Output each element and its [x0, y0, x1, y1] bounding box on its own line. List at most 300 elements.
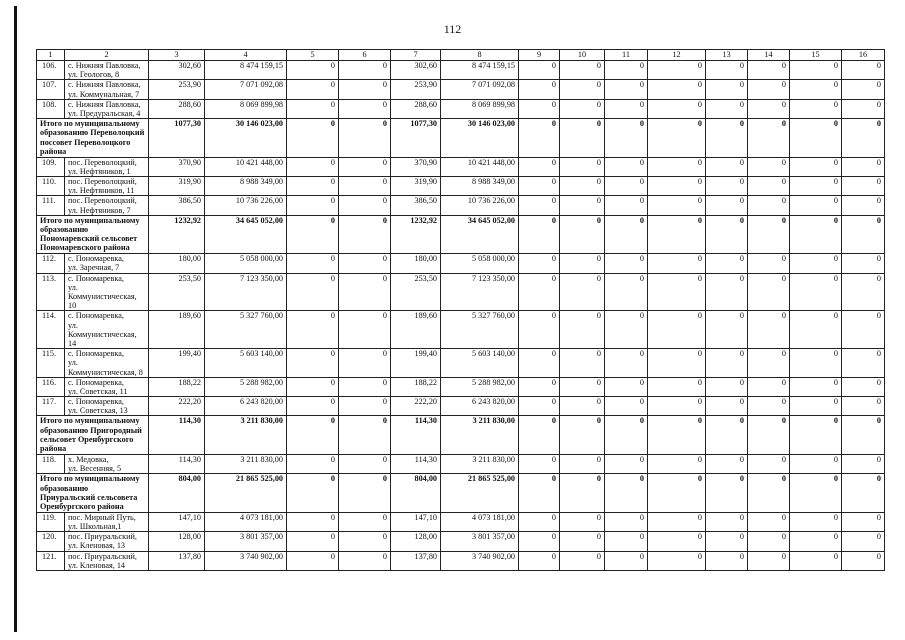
- value-cell: 0: [605, 215, 648, 254]
- row-number: 113.: [37, 273, 65, 311]
- value-cell: 188,22: [149, 377, 205, 396]
- row-number: 114.: [37, 311, 65, 349]
- column-header: 4: [205, 50, 287, 61]
- value-cell: 0: [287, 157, 339, 176]
- column-header: 10: [560, 50, 605, 61]
- value-cell: 0: [706, 474, 748, 513]
- value-cell: 0: [842, 532, 885, 551]
- value-cell: 8 474 159,15: [441, 61, 519, 80]
- value-cell: 302,60: [391, 61, 441, 80]
- value-cell: 0: [648, 157, 706, 176]
- value-cell: 0: [339, 215, 391, 254]
- value-cell: 0: [648, 215, 706, 254]
- value-cell: 10 421 448,00: [205, 157, 287, 176]
- value-cell: 0: [706, 397, 748, 416]
- value-cell: 370,90: [391, 157, 441, 176]
- table-row: [37, 551, 885, 570]
- value-cell: 0: [648, 377, 706, 396]
- value-cell: 0: [560, 119, 605, 158]
- value-cell: 0: [790, 377, 842, 396]
- value-cell: 0: [339, 273, 391, 311]
- row-number: 118.: [37, 454, 65, 473]
- value-cell: 0: [560, 254, 605, 273]
- value-cell: 0: [560, 551, 605, 570]
- value-cell: 0: [287, 551, 339, 570]
- value-cell: 0: [842, 377, 885, 396]
- value-cell: 0: [560, 397, 605, 416]
- value-cell: 180,00: [149, 254, 205, 273]
- value-cell: 0: [560, 177, 605, 196]
- value-cell: 0: [560, 61, 605, 80]
- value-cell: 0: [842, 454, 885, 473]
- value-cell: 7 071 092,08: [205, 80, 287, 99]
- value-cell: 0: [605, 99, 648, 118]
- value-cell: 0: [287, 273, 339, 311]
- value-cell: 0: [790, 215, 842, 254]
- value-cell: 0: [605, 119, 648, 158]
- value-cell: 0: [339, 254, 391, 273]
- value-cell: 0: [339, 512, 391, 531]
- value-cell: 1077,30: [391, 119, 441, 158]
- value-cell: 0: [790, 196, 842, 215]
- value-cell: 0: [519, 119, 560, 158]
- value-cell: 0: [748, 377, 790, 396]
- value-cell: 0: [842, 512, 885, 531]
- value-cell: 0: [748, 397, 790, 416]
- value-cell: 0: [287, 416, 339, 455]
- value-cell: 0: [706, 254, 748, 273]
- value-cell: 0: [287, 377, 339, 396]
- value-cell: 0: [287, 196, 339, 215]
- value-cell: 0: [605, 377, 648, 396]
- column-header: 7: [391, 50, 441, 61]
- value-cell: 0: [287, 80, 339, 99]
- value-cell: 147,10: [391, 512, 441, 531]
- column-header: 9: [519, 50, 560, 61]
- value-cell: 0: [790, 119, 842, 158]
- value-cell: 0: [287, 349, 339, 378]
- column-header: 12: [648, 50, 706, 61]
- value-cell: 7 123 350,00: [441, 273, 519, 311]
- value-cell: 0: [706, 311, 748, 349]
- value-cell: 5 603 140,00: [205, 349, 287, 378]
- value-cell: 0: [339, 311, 391, 349]
- address-cell: пос. Переволоцкий, ул. Нефтяников, 7: [65, 196, 149, 215]
- value-cell: 0: [842, 177, 885, 196]
- value-cell: 0: [706, 215, 748, 254]
- value-cell: 804,00: [391, 474, 441, 513]
- value-cell: 0: [648, 551, 706, 570]
- column-header: 6: [339, 50, 391, 61]
- table-row: [37, 454, 885, 473]
- value-cell: 8 474 159,15: [205, 61, 287, 80]
- value-cell: 0: [842, 99, 885, 118]
- table-row: [37, 80, 885, 99]
- value-cell: 0: [605, 349, 648, 378]
- value-cell: 0: [748, 215, 790, 254]
- value-cell: 0: [842, 551, 885, 570]
- address-cell: х. Медовка, ул. Весенняя, 5: [65, 454, 149, 473]
- value-cell: 0: [560, 454, 605, 473]
- column-header: 5: [287, 50, 339, 61]
- value-cell: 0: [842, 474, 885, 513]
- value-cell: 0: [648, 311, 706, 349]
- value-cell: 253,50: [149, 273, 205, 311]
- value-cell: 0: [790, 99, 842, 118]
- value-cell: 0: [790, 61, 842, 80]
- value-cell: 0: [339, 61, 391, 80]
- value-cell: 1077,30: [149, 119, 205, 158]
- value-cell: 0: [287, 99, 339, 118]
- value-cell: 0: [790, 512, 842, 531]
- value-cell: 0: [842, 119, 885, 158]
- value-cell: 5 058 000,00: [441, 254, 519, 273]
- total-label: Итого по муниципальному образованию Пригородный сельсовет Оренбургского района: [37, 416, 149, 455]
- value-cell: 0: [842, 80, 885, 99]
- value-cell: 0: [605, 532, 648, 551]
- value-cell: 0: [519, 349, 560, 378]
- value-cell: 0: [339, 177, 391, 196]
- value-cell: 0: [560, 196, 605, 215]
- value-cell: 199,40: [391, 349, 441, 378]
- value-cell: 4 073 181,00: [441, 512, 519, 531]
- table-row: [37, 377, 885, 396]
- address-cell: пос. Приуральский, ул. Кленовая, 14: [65, 551, 149, 570]
- value-cell: 0: [287, 177, 339, 196]
- value-cell: 0: [748, 416, 790, 455]
- value-cell: 370,90: [149, 157, 205, 176]
- table-row: [37, 177, 885, 196]
- value-cell: 288,60: [391, 99, 441, 118]
- total-row: [37, 474, 885, 513]
- value-cell: 0: [842, 349, 885, 378]
- value-cell: 8 069 899,98: [441, 99, 519, 118]
- column-header: 3: [149, 50, 205, 61]
- value-cell: 5 288 982,00: [205, 377, 287, 396]
- value-cell: 0: [287, 61, 339, 80]
- value-cell: 0: [560, 157, 605, 176]
- value-cell: 0: [605, 454, 648, 473]
- value-cell: 3 211 830,00: [205, 416, 287, 455]
- value-cell: 3 740 902,00: [205, 551, 287, 570]
- value-cell: 0: [560, 416, 605, 455]
- address-cell: с. Пономаревка, ул. Заречная, 7: [65, 254, 149, 273]
- value-cell: 0: [519, 273, 560, 311]
- data-table: [36, 49, 885, 571]
- table-row: [37, 157, 885, 176]
- value-cell: 8 069 899,98: [205, 99, 287, 118]
- value-cell: 5 327 760,00: [205, 311, 287, 349]
- value-cell: 0: [605, 273, 648, 311]
- value-cell: 147,10: [149, 512, 205, 531]
- value-cell: 21 865 525,00: [441, 474, 519, 513]
- value-cell: 0: [605, 196, 648, 215]
- value-cell: 0: [519, 157, 560, 176]
- value-cell: 804,00: [149, 474, 205, 513]
- value-cell: 0: [287, 512, 339, 531]
- value-cell: 253,90: [391, 80, 441, 99]
- value-cell: 0: [519, 311, 560, 349]
- row-number: 117.: [37, 397, 65, 416]
- table-row: [37, 311, 885, 349]
- value-cell: 0: [560, 215, 605, 254]
- value-cell: 0: [748, 80, 790, 99]
- value-cell: 189,60: [391, 311, 441, 349]
- table-row: [37, 397, 885, 416]
- value-cell: 5 058 000,00: [205, 254, 287, 273]
- value-cell: 114,30: [391, 416, 441, 455]
- value-cell: 0: [560, 311, 605, 349]
- value-cell: 0: [287, 119, 339, 158]
- value-cell: 0: [648, 397, 706, 416]
- row-number: 116.: [37, 377, 65, 396]
- total-label: Итого по муниципальному образованию Переволоцкий поссовет Переволоцкого района: [37, 119, 149, 158]
- table-row: [37, 349, 885, 378]
- value-cell: 0: [519, 254, 560, 273]
- value-cell: 30 146 023,00: [441, 119, 519, 158]
- value-cell: 0: [339, 397, 391, 416]
- value-cell: 0: [519, 80, 560, 99]
- value-cell: 0: [706, 454, 748, 473]
- value-cell: 0: [842, 397, 885, 416]
- value-cell: 0: [605, 512, 648, 531]
- total-label: Итого по муниципальному образованию Приуральский сельсовета Оренбургского района: [37, 474, 149, 513]
- value-cell: 0: [790, 454, 842, 473]
- value-cell: 0: [519, 454, 560, 473]
- value-cell: 0: [648, 119, 706, 158]
- value-cell: 0: [519, 512, 560, 531]
- value-cell: 0: [605, 177, 648, 196]
- value-cell: 0: [748, 196, 790, 215]
- value-cell: 6 243 820,00: [441, 397, 519, 416]
- value-cell: 0: [748, 454, 790, 473]
- value-cell: 0: [748, 61, 790, 80]
- value-cell: 0: [790, 349, 842, 378]
- value-cell: 0: [339, 551, 391, 570]
- address-cell: пос. Переволоцкий, ул. Нефтяников, 11: [65, 177, 149, 196]
- row-number: 107.: [37, 80, 65, 99]
- address-cell: с. Пономаревка, ул. Коммунистическая, 8: [65, 349, 149, 378]
- address-cell: с. Нижняя Павловка, ул. Предуральская, 4: [65, 99, 149, 118]
- value-cell: 0: [519, 177, 560, 196]
- value-cell: 0: [706, 99, 748, 118]
- address-cell: с. Нижняя Павловка, ул. Коммунальная, 7: [65, 80, 149, 99]
- value-cell: 34 645 052,00: [441, 215, 519, 254]
- value-cell: 0: [560, 80, 605, 99]
- value-cell: 0: [648, 61, 706, 80]
- table-row: [37, 273, 885, 311]
- column-header: 8: [441, 50, 519, 61]
- value-cell: 0: [748, 157, 790, 176]
- value-cell: 0: [706, 349, 748, 378]
- value-cell: 30 146 023,00: [205, 119, 287, 158]
- value-cell: 0: [842, 215, 885, 254]
- address-cell: с. Пономаревка, ул. Советская, 11: [65, 377, 149, 396]
- value-cell: 0: [648, 454, 706, 473]
- value-cell: 10 736 226,00: [205, 196, 287, 215]
- value-cell: 114,30: [149, 454, 205, 473]
- address-cell: пос. Приуральский, ул. Кленовая, 13: [65, 532, 149, 551]
- value-cell: 0: [842, 254, 885, 273]
- value-cell: 0: [287, 215, 339, 254]
- value-cell: 0: [648, 416, 706, 455]
- value-cell: 0: [519, 474, 560, 513]
- value-cell: 4 073 181,00: [205, 512, 287, 531]
- value-cell: 0: [560, 349, 605, 378]
- value-cell: 0: [287, 454, 339, 473]
- value-cell: 0: [648, 512, 706, 531]
- value-cell: 253,90: [149, 80, 205, 99]
- value-cell: 128,00: [391, 532, 441, 551]
- page-number: 112: [443, 22, 462, 36]
- value-cell: 0: [648, 99, 706, 118]
- value-cell: 199,40: [149, 349, 205, 378]
- value-cell: 3 740 902,00: [441, 551, 519, 570]
- value-cell: 0: [339, 157, 391, 176]
- row-number: 109.: [37, 157, 65, 176]
- value-cell: 0: [790, 273, 842, 311]
- value-cell: 386,50: [149, 196, 205, 215]
- value-cell: 0: [519, 377, 560, 396]
- value-cell: 0: [339, 349, 391, 378]
- total-row: [37, 416, 885, 455]
- total-row: [37, 119, 885, 158]
- margin-bar: [14, 6, 17, 632]
- value-cell: 288,60: [149, 99, 205, 118]
- value-cell: 114,30: [391, 454, 441, 473]
- total-label: Итого по муниципальному образованию Пономаревский сельсовет Пономаревского района: [37, 215, 149, 254]
- value-cell: 0: [790, 551, 842, 570]
- value-cell: 5 327 760,00: [441, 311, 519, 349]
- value-cell: 114,30: [149, 416, 205, 455]
- value-cell: 0: [605, 80, 648, 99]
- value-cell: 0: [748, 551, 790, 570]
- value-cell: 0: [842, 311, 885, 349]
- value-cell: 319,90: [391, 177, 441, 196]
- value-cell: 0: [748, 474, 790, 513]
- value-cell: 5 288 982,00: [441, 377, 519, 396]
- value-cell: 0: [519, 61, 560, 80]
- value-cell: 0: [842, 157, 885, 176]
- value-cell: 0: [706, 157, 748, 176]
- value-cell: 0: [339, 532, 391, 551]
- value-cell: 10 421 448,00: [441, 157, 519, 176]
- value-cell: 0: [519, 532, 560, 551]
- table-row: [37, 99, 885, 118]
- row-number: 119.: [37, 512, 65, 531]
- value-cell: 0: [790, 474, 842, 513]
- value-cell: 0: [648, 196, 706, 215]
- value-cell: 0: [560, 99, 605, 118]
- value-cell: 0: [748, 532, 790, 551]
- value-cell: 0: [748, 273, 790, 311]
- value-cell: 319,90: [149, 177, 205, 196]
- value-cell: 0: [339, 196, 391, 215]
- table-row: [37, 196, 885, 215]
- value-cell: 0: [560, 474, 605, 513]
- column-header: 15: [790, 50, 842, 61]
- value-cell: 0: [605, 474, 648, 513]
- value-cell: 0: [339, 119, 391, 158]
- value-cell: 137,80: [149, 551, 205, 570]
- value-cell: 0: [339, 377, 391, 396]
- value-cell: 8 988 349,00: [441, 177, 519, 196]
- value-cell: 222,20: [149, 397, 205, 416]
- value-cell: 1232,92: [391, 215, 441, 254]
- value-cell: 0: [748, 99, 790, 118]
- value-cell: 0: [519, 551, 560, 570]
- value-cell: 253,50: [391, 273, 441, 311]
- value-cell: 0: [790, 177, 842, 196]
- row-number: 108.: [37, 99, 65, 118]
- value-cell: 0: [605, 311, 648, 349]
- value-cell: 0: [748, 311, 790, 349]
- row-number: 121.: [37, 551, 65, 570]
- value-cell: 0: [605, 397, 648, 416]
- value-cell: 188,22: [391, 377, 441, 396]
- address-cell: пос. Переволоцкий, ул. Нефтяников, 1: [65, 157, 149, 176]
- value-cell: 0: [842, 61, 885, 80]
- table-row: [37, 512, 885, 531]
- row-number: 120.: [37, 532, 65, 551]
- value-cell: 189,60: [149, 311, 205, 349]
- column-header: 16: [842, 50, 885, 61]
- header-row: [37, 50, 885, 61]
- value-cell: 0: [706, 377, 748, 396]
- value-cell: 0: [287, 532, 339, 551]
- value-cell: 0: [706, 61, 748, 80]
- value-cell: 0: [605, 254, 648, 273]
- value-cell: 0: [842, 196, 885, 215]
- value-cell: 0: [287, 311, 339, 349]
- address-cell: с. Нижняя Павловка, ул. Геологов, 8: [65, 61, 149, 80]
- value-cell: 0: [748, 349, 790, 378]
- value-cell: 1232,92: [149, 215, 205, 254]
- value-cell: 0: [790, 397, 842, 416]
- row-number: 112.: [37, 254, 65, 273]
- value-cell: 21 865 525,00: [205, 474, 287, 513]
- address-cell: с. Пономаревка, ул. Советская, 13: [65, 397, 149, 416]
- column-header: 11: [605, 50, 648, 61]
- table-row: [37, 61, 885, 80]
- value-cell: 3 211 830,00: [441, 454, 519, 473]
- value-cell: 0: [748, 177, 790, 196]
- value-cell: 0: [648, 474, 706, 513]
- value-cell: 0: [706, 273, 748, 311]
- value-cell: 0: [706, 416, 748, 455]
- address-cell: с. Пономаревка, ул. Коммунистическая, 10: [65, 273, 149, 311]
- value-cell: 0: [287, 397, 339, 416]
- value-cell: 0: [790, 157, 842, 176]
- value-cell: 0: [519, 215, 560, 254]
- value-cell: 0: [648, 177, 706, 196]
- value-cell: 128,00: [149, 532, 205, 551]
- row-number: 106.: [37, 61, 65, 80]
- value-cell: 5 603 140,00: [441, 349, 519, 378]
- value-cell: 180,00: [391, 254, 441, 273]
- total-row: [37, 215, 885, 254]
- value-cell: 0: [706, 80, 748, 99]
- value-cell: 0: [648, 349, 706, 378]
- value-cell: 0: [287, 474, 339, 513]
- address-cell: с. Пономаревка, ул. Коммунистическая, 14: [65, 311, 149, 349]
- value-cell: 0: [339, 416, 391, 455]
- column-header: 1: [37, 50, 65, 61]
- value-cell: 0: [519, 196, 560, 215]
- value-cell: 0: [790, 311, 842, 349]
- value-cell: 0: [287, 254, 339, 273]
- value-cell: 0: [790, 254, 842, 273]
